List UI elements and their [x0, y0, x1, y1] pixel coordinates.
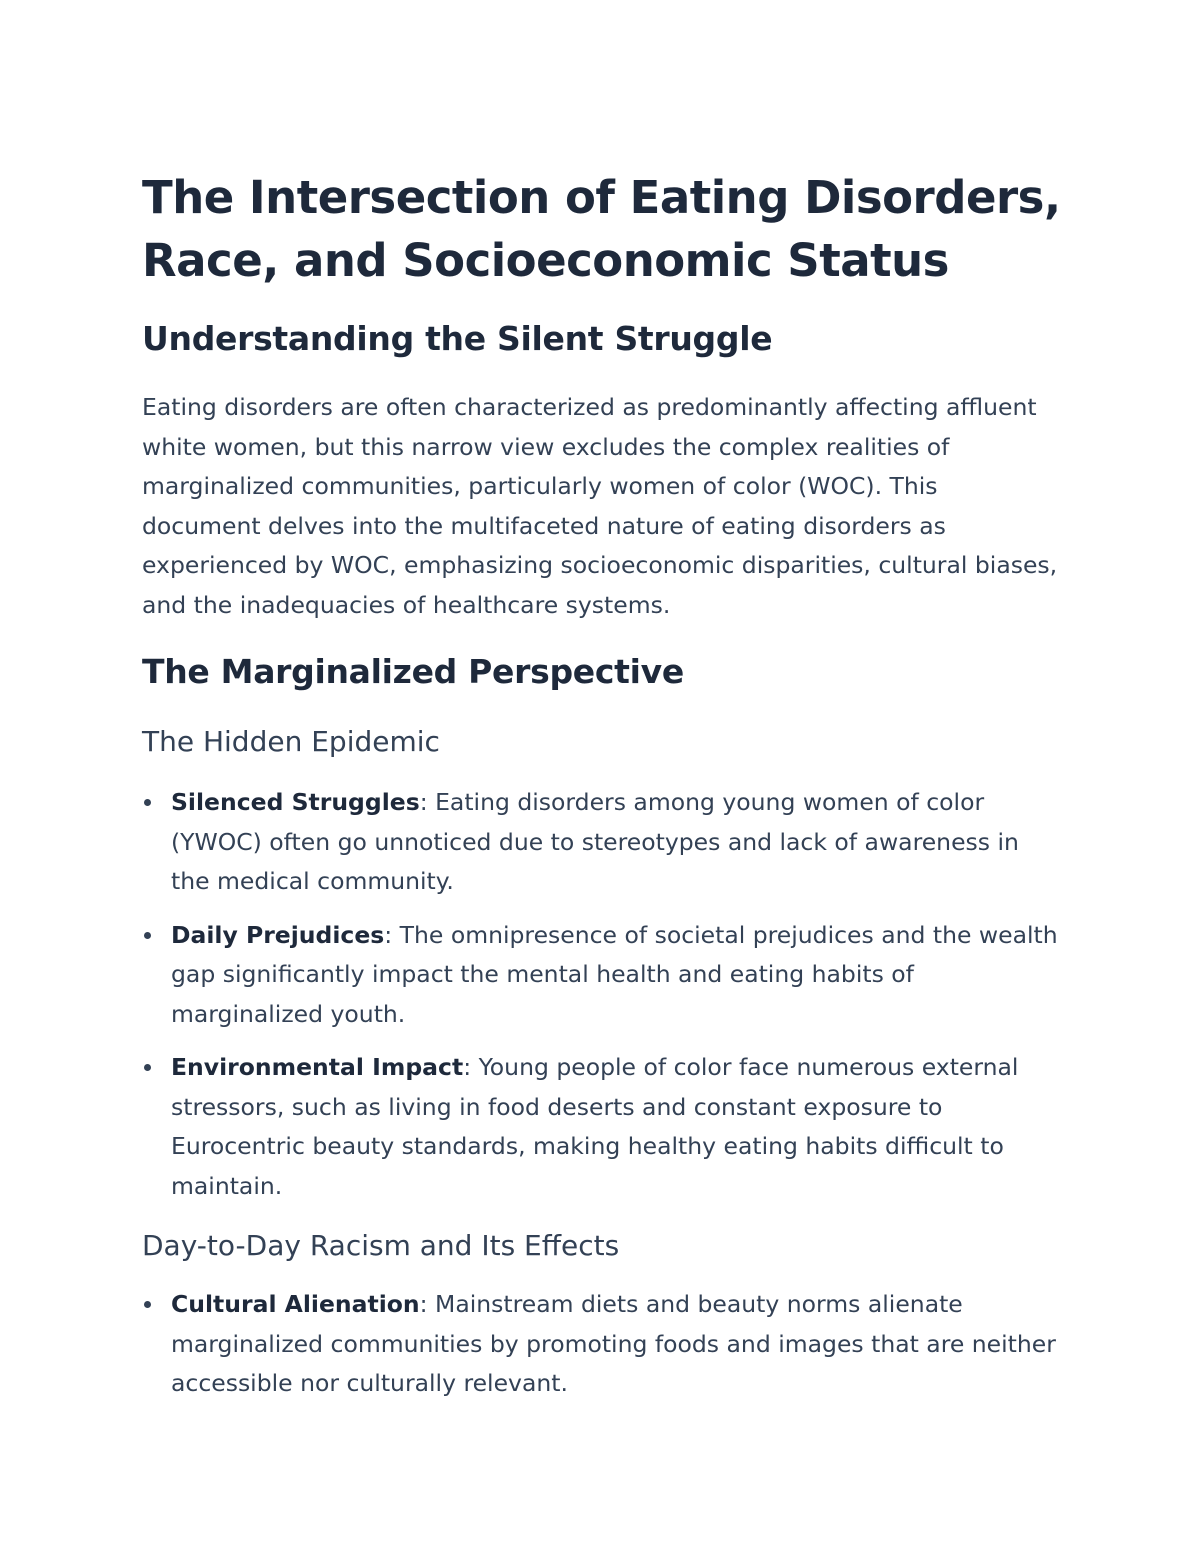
list-item — [142, 916, 1062, 1035]
list-item-text: : Eating disorders among young women of color (YWOC) often go unnoticed due to stereotypes and lack of awareness in the medical community. — [171, 788, 1019, 895]
list-item — [142, 1285, 1062, 1404]
list-item-text: : The omnipresence of societal prejudices and the wealth gap significantly impact the mental health and eating habits of marginalized youth. — [171, 920, 1058, 1028]
hidden-epidemic-list — [142, 783, 1062, 1206]
bullet-icon — [144, 1064, 151, 1071]
document-title: The Intersection of Eating Disorders, Race, and Socioeconomic Status — [142, 171, 1061, 287]
list-item-text: : Mainstream diets and beauty norms alienate marginalized communities by promoting foods and images that are neither accessible nor culturally relevant. — [171, 1290, 1056, 1397]
intro-paragraph: Eating disorders are often characterized as predominantly affecting affluent white women, but this narrow view excludes the complex realities of marginalized communities, particularly women of color (WOC). This document delves into the multifaceted nature of eating disorders as experienced by WOC, emphasizing socioeconomic disparities, cultural biases, and the inadequacies of healthcare systems. — [142, 393, 1058, 619]
racism-effects-list — [142, 1285, 1062, 1404]
list-item — [142, 1048, 1062, 1206]
list-item-term: Silenced Struggles — [171, 788, 420, 816]
bullet-icon — [144, 799, 151, 806]
list-item-text: : Young people of color face numerous external stressors, such as living in food deserts and constant exposure to Eurocentric beauty standards, making healthy eating habits difficult to maintain. — [171, 1053, 1019, 1200]
bullet-icon — [144, 932, 151, 939]
bullet-icon — [144, 1301, 151, 1308]
section-heading-marginalized-perspective: The Marginalized Perspective — [142, 652, 684, 691]
list-item — [142, 783, 1062, 902]
subsection-heading-day-to-day-racism: Day-to-Day Racism and Its Effects — [142, 1229, 620, 1262]
subsection-heading-hidden-epidemic: The Hidden Epidemic — [142, 725, 440, 758]
section-heading-silent-struggle: Understanding the Silent Struggle — [142, 319, 773, 358]
list-item-term: Daily Prejudices — [171, 920, 385, 949]
list-item-term: Cultural Alienation — [171, 1290, 420, 1318]
list-item-term: Environmental Impact — [171, 1053, 464, 1081]
